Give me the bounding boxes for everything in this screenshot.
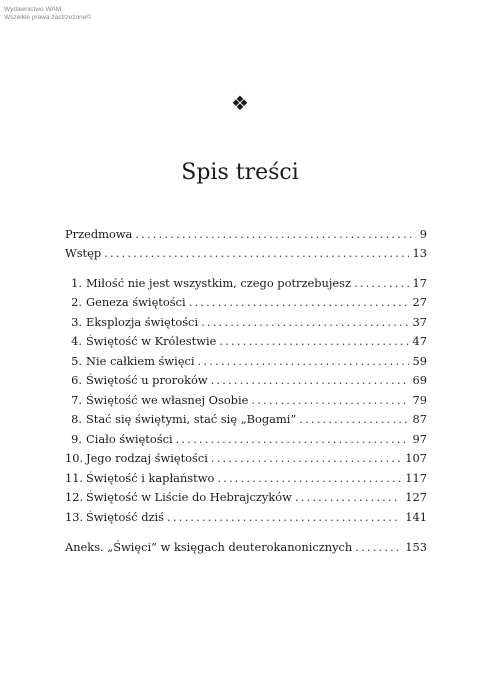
toc-chapter-5[interactable] bbox=[65, 352, 427, 370]
chapter-number: 12. bbox=[65, 490, 84, 504]
chapter-page: 59 bbox=[412, 354, 427, 368]
toc-chapter-9[interactable] bbox=[65, 430, 427, 448]
chapter-title: Świętość w Liście do Hebrajczyków bbox=[86, 490, 292, 504]
chapter-title: Jego rodzaj świętości bbox=[86, 451, 208, 465]
toc-chapter-2[interactable] bbox=[65, 293, 427, 311]
toc-chapter-13[interactable] bbox=[65, 508, 427, 526]
dot-leader bbox=[167, 508, 401, 526]
dot-leader bbox=[211, 371, 409, 389]
chapter-number: 8. bbox=[71, 412, 82, 426]
dot-leader bbox=[201, 313, 408, 331]
chapter-page: 117 bbox=[405, 471, 427, 485]
chapter-number: 11. bbox=[65, 471, 84, 485]
chapter-number: 10. bbox=[65, 451, 84, 465]
chapter-number: 5. bbox=[71, 354, 82, 368]
dot-leader bbox=[354, 274, 409, 292]
toc-chapter-4[interactable] bbox=[65, 332, 427, 350]
chapter-page: 17 bbox=[412, 276, 427, 290]
dot-leader bbox=[189, 293, 409, 311]
dot-leader bbox=[198, 352, 409, 370]
dot-leader bbox=[176, 430, 409, 448]
chapter-number: 9. bbox=[71, 432, 82, 446]
chapter-page: 79 bbox=[412, 393, 427, 407]
chapter-page: 97 bbox=[412, 432, 427, 446]
watermark-line-publisher: Wydawnictwo WAM bbox=[4, 6, 62, 13]
toc-chapter-11[interactable] bbox=[65, 469, 427, 487]
ornament-icon: ❖ bbox=[231, 91, 249, 115]
chapter-page: 127 bbox=[405, 490, 427, 504]
chapter-page: 107 bbox=[405, 451, 427, 465]
chapter-title: Świętość w Królestwie bbox=[86, 334, 217, 348]
toc-entry-label: Aneks. „Święci” w księgach deuterokanonicznych bbox=[65, 540, 353, 554]
dot-leader bbox=[104, 244, 408, 262]
publisher-watermark bbox=[4, 6, 91, 22]
chapter-title: Świętość we własnej Osobie bbox=[86, 393, 249, 407]
chapter-title: Stać się świętymi, stać się „Bogami” bbox=[86, 412, 297, 426]
chapter-number: 7. bbox=[71, 393, 82, 407]
chapter-number: 4. bbox=[71, 334, 82, 348]
chapter-title: Nie całkiem święci bbox=[86, 354, 195, 368]
chapter-page: 37 bbox=[412, 315, 427, 329]
toc-entry-appendix[interactable] bbox=[65, 538, 427, 556]
toc-entry-page: 9 bbox=[419, 227, 427, 241]
chapter-title: Świętość i kapłaństwo bbox=[86, 471, 215, 485]
toc-entry-label: Przedmowa bbox=[65, 227, 133, 241]
toc-entry-page: 13 bbox=[412, 246, 427, 260]
toc-entry-przedmowa[interactable] bbox=[65, 225, 427, 243]
dot-leader bbox=[217, 469, 401, 487]
toc-chapter-8[interactable] bbox=[65, 410, 427, 428]
chapter-page: 87 bbox=[412, 412, 427, 426]
dot-leader bbox=[295, 488, 401, 506]
toc-chapter-12[interactable] bbox=[65, 488, 427, 506]
toc-chapter-6[interactable] bbox=[65, 371, 427, 389]
chapter-page: 69 bbox=[412, 373, 427, 387]
chapter-title: Eksplozja świętości bbox=[86, 315, 199, 329]
watermark-line-copyright: Wszelkie prawa zastrzeżone© bbox=[4, 14, 92, 21]
chapter-title: Świętość dziś bbox=[86, 510, 164, 524]
chapter-page: 47 bbox=[412, 334, 427, 348]
toc-chapter-7[interactable] bbox=[65, 391, 427, 409]
chapter-title: Miłość nie jest wszystkim, czego potrzebujesz bbox=[86, 276, 351, 290]
chapter-number: 2. bbox=[71, 295, 82, 309]
chapter-title: Ciało świętości bbox=[86, 432, 173, 446]
toc-chapter-10[interactable] bbox=[65, 449, 427, 467]
toc-chapter-3[interactable] bbox=[65, 313, 427, 331]
dot-leader bbox=[251, 391, 408, 409]
dot-leader bbox=[355, 538, 401, 556]
dot-leader bbox=[211, 449, 401, 467]
toc-entry-page: 153 bbox=[405, 540, 427, 554]
toc-entry-label: Wstęp bbox=[65, 246, 102, 260]
toc-entry-wstep[interactable] bbox=[65, 244, 427, 262]
dot-leader bbox=[219, 332, 408, 350]
chapter-number: 1. bbox=[71, 276, 82, 290]
dot-leader bbox=[299, 410, 408, 428]
chapter-number: 6. bbox=[71, 373, 82, 387]
chapter-page: 141 bbox=[405, 510, 427, 524]
toc-chapter-1[interactable] bbox=[65, 274, 427, 292]
chapter-page: 27 bbox=[412, 295, 427, 309]
chapter-title: Świętość u proroków bbox=[86, 373, 208, 387]
dot-leader bbox=[135, 225, 415, 243]
chapter-number: 3. bbox=[71, 315, 82, 329]
chapter-title: Geneza świętości bbox=[86, 295, 186, 309]
page-title: Spis treści bbox=[181, 160, 299, 185]
chapter-number: 13. bbox=[65, 510, 84, 524]
